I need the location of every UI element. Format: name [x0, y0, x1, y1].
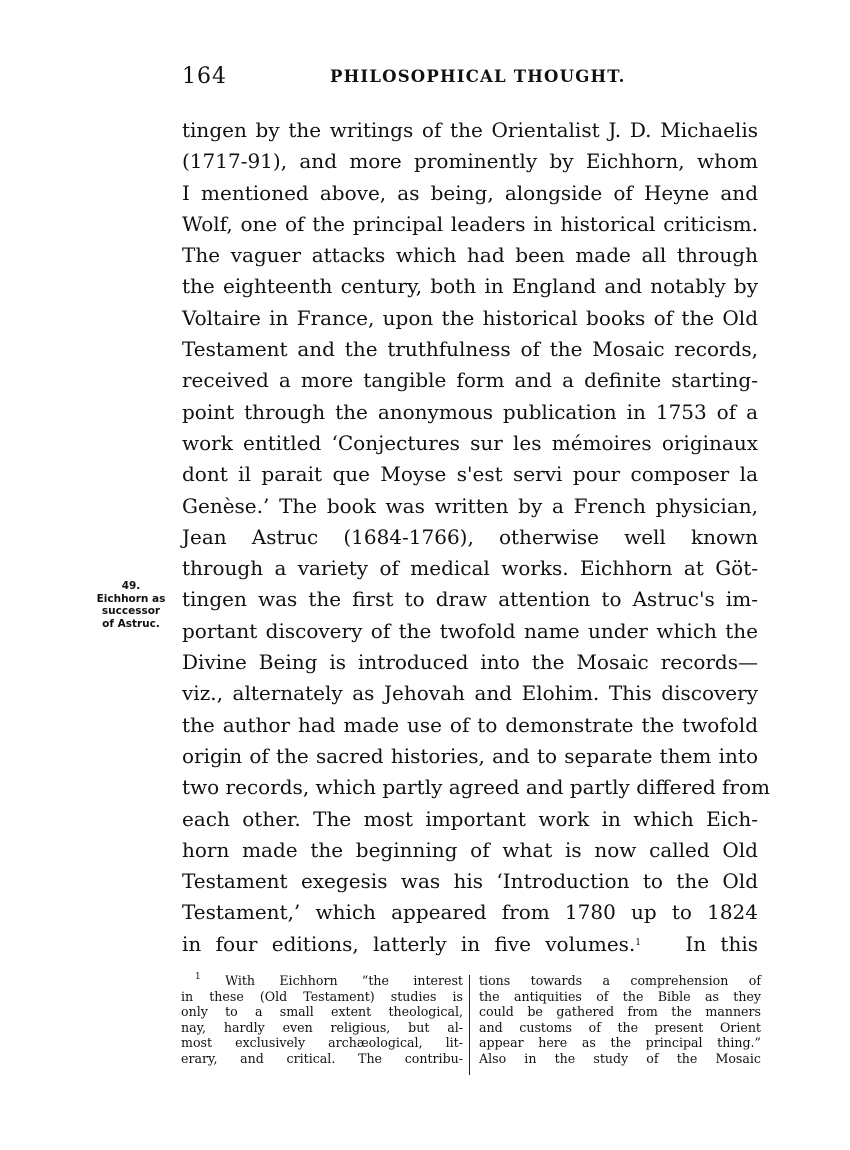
footnote-line: [181, 973, 463, 989]
body-line: through a variety of medical works. Eichhorn at Göt-: [182, 556, 758, 581]
body-line: received a more tangible form and a definite starting-: [182, 368, 758, 393]
margin-note-line: of Astruc.: [102, 617, 160, 630]
footnote-line: the antiquities of the Bible as they: [479, 988, 761, 1004]
footnote-left-column: [181, 973, 463, 1067]
margin-note-line: Eichhorn as: [96, 592, 166, 605]
footnote-number: 1: [195, 972, 201, 982]
body-line-last: [182, 929, 758, 960]
body-line: Testament,’ which appeared from 1780 up to 1824: [182, 900, 758, 925]
body-line: work entitled ‘Conjectures sur les mémoires originaux: [182, 430, 758, 455]
footnote-column-divider: [469, 975, 470, 1075]
body-line: Divine Being is introduced into the Mosaic records—: [182, 650, 758, 675]
body-line: I mentioned above, as being, alongside of Heyne and: [182, 180, 758, 205]
running-title: PHILOSOPHICAL THOUGHT.: [330, 67, 626, 86]
body-line: the author had made use of to demonstrate the twofold: [182, 712, 758, 737]
footnotes: [181, 973, 759, 1083]
body-line: (1717-91), and more prominently by Eichhorn, whom: [182, 149, 758, 174]
footnote-line: appear here as the principal thing.”: [479, 1035, 761, 1051]
page-number: 164: [182, 64, 227, 89]
body-line: tingen was the first to draw attention to Astruc's im-: [182, 587, 758, 612]
body-line: Wolf, one of the principal leaders in historical criticism.: [182, 211, 758, 236]
footnote-line: in these (Old Testament) studies is: [181, 988, 463, 1004]
body-text: [182, 115, 770, 960]
body-line: horn made the beginning of what is now called Old: [182, 837, 758, 862]
body-line: Jean Astruc (1684-1766), otherwise well known: [182, 524, 758, 549]
body-line-tail: In this: [685, 931, 758, 956]
footnote-marker: 1: [635, 937, 642, 948]
body-line: dont il parait que Moyse s'est servi pour composer la: [182, 462, 758, 487]
margin-note: [86, 580, 176, 630]
margin-note-number: 49.: [121, 580, 141, 592]
body-line: Genèse.’ The book was written by a French physician,: [182, 493, 758, 518]
body-line: tingen by the writings of the Orientalist J. D. Michaelis: [182, 118, 758, 142]
margin-note-line: successor: [101, 605, 161, 617]
body-line: origin of the sacred histories, and to separate them into: [182, 743, 758, 768]
footnote-line: nay, hardly even religious, but al-: [181, 1019, 463, 1035]
footnote-line: tions towards a comprehension of: [479, 973, 761, 988]
body-line: The vaguer attacks which had been made all through: [182, 243, 758, 268]
body-line: viz., alternately as Jehovah and Elohim. This discovery: [182, 681, 758, 706]
footnote-line: only to a small extent theological,: [181, 1004, 463, 1020]
body-line: the eighteenth century, both in England and notably by: [182, 274, 758, 299]
body-line: Testament exegesis was his ‘Introduction to the Old: [182, 869, 758, 894]
body-line: portant discovery of the twofold name under which the: [182, 618, 758, 643]
footnote-right-column: [479, 973, 761, 1067]
footnote-line: and customs of the present Orient: [479, 1019, 761, 1035]
body-line: Voltaire in France, upon the historical books of the Old: [182, 305, 758, 330]
footnote-line: most exclusively archæological, lit-: [181, 1035, 463, 1051]
body-line: two records, which partly agreed and partly differed from: [182, 775, 770, 800]
page-header: [182, 64, 758, 96]
body-line: point through the anonymous publication in 1753 of a: [182, 399, 758, 424]
footnote-line: erary, and critical. The contribu-: [181, 1050, 463, 1066]
footnote-line: could be gathered from the manners: [479, 1004, 761, 1020]
footnote-line: Also in the study of the Mosaic: [479, 1050, 761, 1066]
body-line: Testament and the truthfulness of the Mosaic records,: [182, 337, 758, 362]
body-line: each other. The most important work in which Eich-: [182, 806, 758, 831]
footnote-line-text: With Eichhorn “the interest: [225, 973, 463, 988]
body-line-text: in four editions, latterly in five volumes.: [182, 931, 636, 956]
